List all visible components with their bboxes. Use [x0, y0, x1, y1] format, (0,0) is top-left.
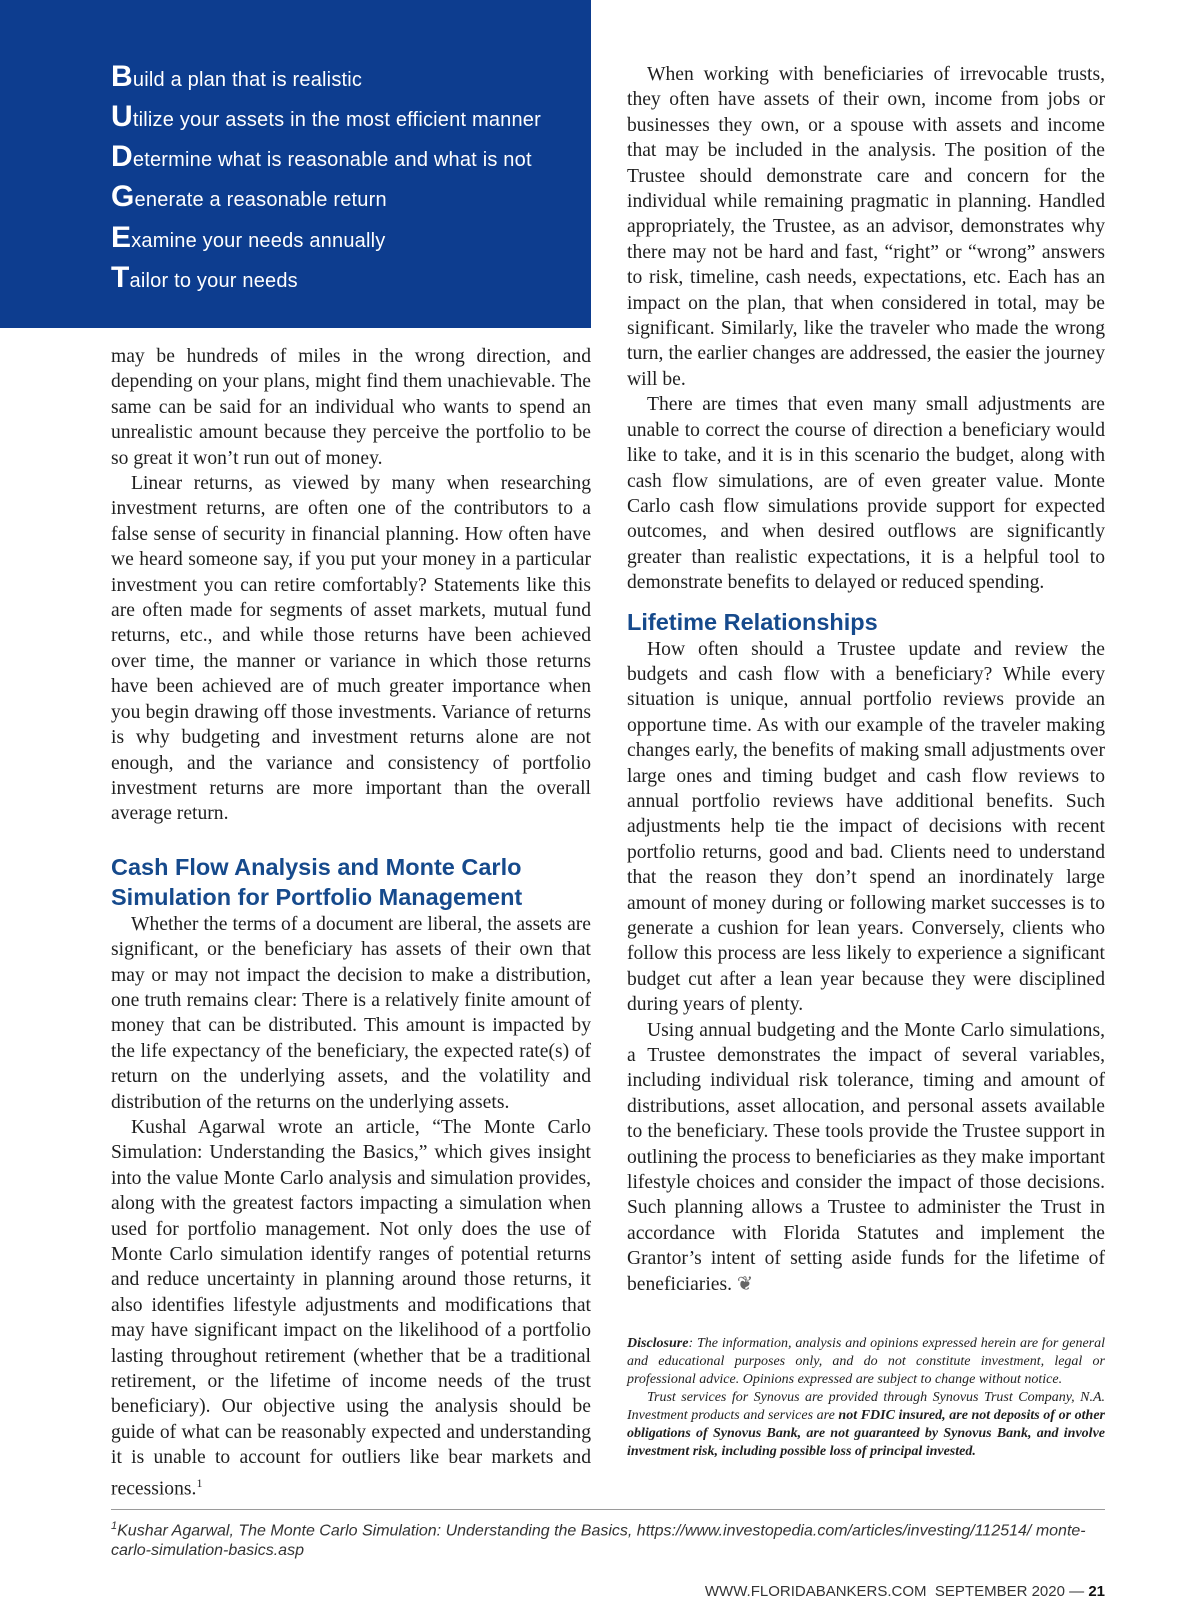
right-paragraph-2: There are times that even many small adjustments are unable to correct the course of direction a beneficiary would like to take, and it is in this scenario the budget, along with cash flow simulations, are of even greater value. Monte Carlo cash flow simulations provide support for expected outcomes, and when desired outflows are significantly greater than realistic expectations, it is a helpful tool to demonstrate benefits to delayed or reduced spending.: [627, 394, 1105, 594]
footnote-text: Kushar Agarwal, The Monte Carlo Simulation: Understanding the Basics, https://www.investopedia.com/articles/investing/112514/ monte-carlo-simulation-basics.asp: [111, 1522, 1086, 1560]
left-column: [111, 344, 591, 1502]
disclosure-paragraph-1: [627, 1335, 1105, 1389]
folio-site: WWW.FLORIDABANKERS.COM: [704, 1583, 927, 1600]
folio-dash: —: [1069, 1583, 1085, 1600]
folio-issue: SEPTEMBER 2020: [934, 1583, 1065, 1600]
budget-line-t: Tailor to your needs: [111, 261, 298, 294]
left-paragraph-1: may be hundreds of miles in the wrong direction, and depending on your plans, might find them unachievable. The same can be said for an individual who wants to spend an unrealistic amount because they perceive the portfolio to be so great it won’t run out of money.: [111, 346, 591, 469]
budget-acronym-box: [0, 0, 591, 328]
right-paragraph-4: [627, 1018, 1105, 1297]
budget-line-g: Generate a reasonable return: [111, 180, 387, 213]
right-column: [627, 62, 1105, 1297]
disclosure: [627, 1335, 1105, 1461]
disclosure-label: Disclosure: [627, 1336, 689, 1351]
left-paragraph-3: Whether the terms of a document are liberal, the assets are significant, or the beneficiary has assets of their own that may or may not impact the decision to make a distribution, one truth remains clear: There is a relatively finite amount of money that can be distributed. This amount is impacted by the life expectancy of the beneficiary, the expected rate(s) of return on the underlying assets, and the volatility and distribution of the returns on the underlying assets.: [111, 913, 591, 1113]
left-paragraph-4-text: Kushal Agarwal wrote an article, “The Monte Carlo Simulation: Understanding the Basics,” which gives insight into the value Monte Carlo analysis and simulation provides, along with the greatest factors impacting a simulation when used for portfolio management. Not only does the use of Monte Carlo simulation identify ranges of potential returns and reduce uncertainty in planning around those returns, it also identifies lifestyle adjustments and modifications that may have significant impact on the likelihood of a portfolio lasting throughout retirement (whether that be a traditional retirement, or the lifetime of income needs of the trust beneficiary). Our objective using the analysis should be guide of what can be reasonably expected and understanding it is unable to account for outliers like bear markets and recessions.: [111, 1116, 591, 1500]
disclosure-text-2b: not FDIC insured, are not deposits of or other obligations of Synovus Bank, are not guaranteed by Synovus Bank, and involve investment risk, including possible loss of principal invested.: [627, 1408, 1105, 1459]
section-heading-lifetime: Lifetime Relationships: [627, 608, 878, 635]
right-paragraph-3: How often should a Trustee update and review the budgets and cash flow with a beneficiary? While every situation is unique, annual portfolio reviews provide an opportune time. As with our example of the traveler making changes early, the benefits of making small adjustments over large ones and timing budget and cash flow reviews to annual portfolio reviews have additional benefits. Such adjustments help tie the impact of decisions with recent portfolio returns, good and bad. Clients need to understand that the reason they don’t spend an inordinately large amount of money during or following market successes is to generate a cushion for lean years. Conversely, clients who follow this process are less likely to experience a significant budget cut after a lean year because they were disciplined during years of plenty.: [627, 638, 1105, 1016]
section-heading-cash-flow: Cash Flow Analysis and Monte Carlo Simulation for Portfolio Management: [111, 853, 523, 910]
disclosure-text-2a: Trust services for Synovus are provided through Synovus Trust Company, N.A. Investment products and services are: [627, 1390, 1105, 1423]
right-paragraph-1: When working with beneficiaries of irrevocable trusts, they often have assets of their own, income from jobs or businesses they own, or a spouse with assets and income that may be included in the analysis. The position of the Trustee should demonstrate care and concern for the individual while remaining pragmatic in planning. Handled appropriately, the Trustee, as an advisor, demonstrates why there may not be hard and fast, “right” or “wrong” answers to risk, timeline, cash needs, expectations, etc. Each has an impact on the plan, that when considered in total, may be significant. Similarly, like the traveler who made the wrong turn, the earlier changes are addressed, the easier the journey will be.: [627, 64, 1105, 390]
right-paragraph-4-text: Using annual budgeting and the Monte Carlo simulations, a Trustee demonstrates the impact of several variables, including individual risk tolerance, timing and amount of distributions, asset allocation, and personal assets available to the beneficiary. These tools provide the Trustee support in outlining the process to beneficiaries as they make important lifestyle choices and consider the impact of those decisions. Such planning allows a Trustee to administer the Trust in accordance with Florida Statutes and implement the Grantor’s intent of setting aside funds for the lifetime of beneficiaries.: [627, 1019, 1105, 1295]
left-paragraph-2: Linear returns, as viewed by many when researching investment returns, are often one of the contributors to a false sense of security in financial planning. How often have we heard someone say, if you put your money in a particular investment you can retire comfortably? Statements like this are often made for segments of asset markets, mutual fund returns, etc., and while those returns have been achieved over time, the manner or variance in which those returns have been achieved are of much greater importance when you begin drawing off those investments. Variance of returns is why budgeting and investment returns alone are not enough, and the variance and consistency of portfolio investment returns are more important than the overall average return.: [111, 473, 591, 825]
budget-line-d: Determine what is reasonable and what is not: [111, 140, 532, 173]
footnote-ref: 1: [196, 1475, 203, 1490]
left-paragraph-4: [111, 1115, 591, 1502]
footnote-rule: [111, 1509, 1105, 1510]
budget-line-e: Examine your needs annually: [111, 221, 386, 254]
page-folio: [705, 1583, 1105, 1600]
footnote: [111, 1516, 1105, 1561]
disclosure-paragraph-2: [627, 1389, 1105, 1461]
end-mark-icon: ❦: [736, 1273, 754, 1295]
page-number: 21: [1088, 1583, 1105, 1600]
disclosure-text: : The information, analysis and opinions expressed herein are for general and educational purposes only, and do not constitute investment, legal or professional advice. Opinions expressed are subject to change without notice.: [627, 1336, 1105, 1387]
budget-line-u: Utilize your assets in the most efficient manner: [111, 100, 541, 133]
footnote-number: 1: [111, 1520, 118, 1532]
budget-line-b: Build a plan that is realistic: [111, 60, 363, 93]
